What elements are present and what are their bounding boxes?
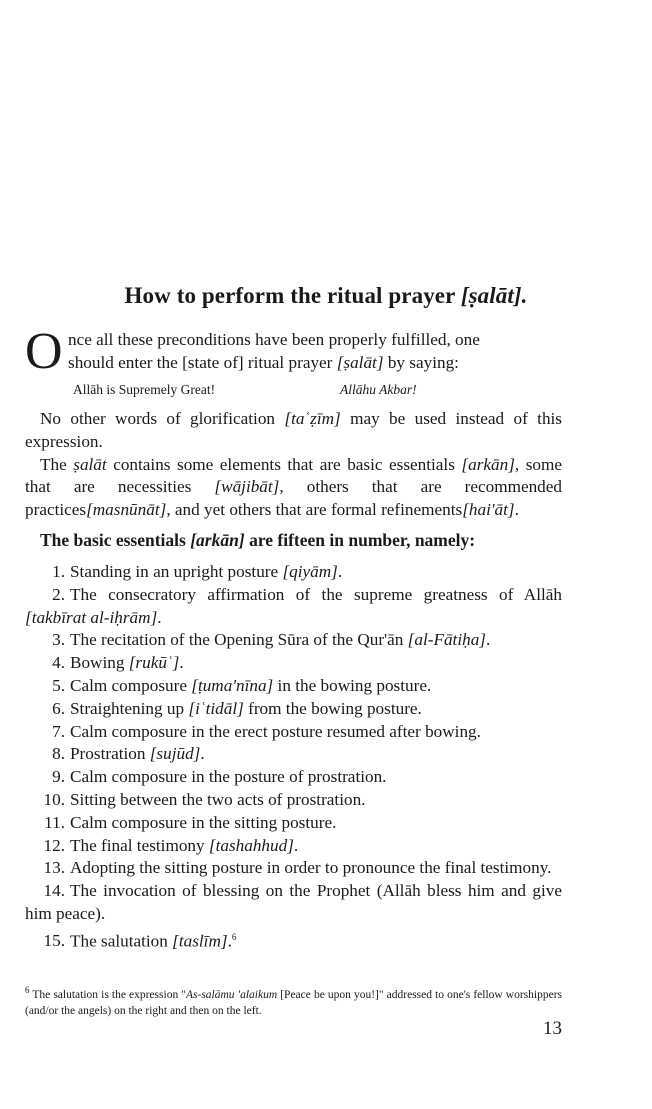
list-item-text: Standing in an upright posture — [70, 562, 283, 581]
list-item-text: The consecratory affirmation of the supreme greatness of Allāh — [70, 584, 562, 604]
paragraph-2-term-5: [hai'āt] — [462, 500, 515, 520]
heading-text: How to perform the ritual prayer — [124, 283, 461, 308]
list-item-term: [qiyām] — [282, 562, 338, 581]
paragraph-2-text-c: , some that are necessities — [25, 454, 563, 497]
list-item — [25, 812, 562, 835]
list-item-number: 5. — [52, 675, 65, 695]
list-item-end: . — [337, 562, 343, 581]
footnote — [25, 982, 562, 1019]
subheading-term: [arkān] — [190, 530, 245, 550]
section-heading — [0, 283, 652, 309]
intro-paragraph — [68, 329, 562, 375]
list-item-text: Calm composure — [70, 675, 192, 695]
formula-english: Allāh is Supremely Great! — [73, 382, 216, 397]
list-item-term: [sujūd] — [149, 744, 201, 764]
list-item — [25, 675, 562, 698]
paragraph-2-text-f: . — [514, 500, 519, 520]
list-item-end: from the bowing posture. — [243, 698, 422, 718]
list-item-text: Calm composure in the sitting posture. — [70, 812, 337, 832]
footnote-text: The salutation is the expression " — [29, 988, 186, 1001]
footnote-mark: 6 — [25, 985, 30, 995]
list-item-text: The recitation of the Opening Sūra of the Qur'ān — [70, 630, 408, 650]
list-item-text: The final testimony — [70, 835, 209, 855]
list-item — [25, 926, 562, 954]
list-item — [25, 561, 562, 584]
paragraph-2 — [25, 454, 562, 522]
paragraph-2-term-1: ṣalāt — [73, 454, 107, 474]
list-item-number: 15. — [43, 931, 65, 951]
paragraph-2-term-3: [wājibāt] — [214, 477, 280, 497]
paragraph-1 — [25, 408, 562, 454]
heading-italic-term: [ṣalāt]. — [460, 283, 528, 308]
list-item-end: in the bowing posture. — [273, 675, 432, 695]
list-item — [25, 880, 562, 926]
list-item-number: 2. — [52, 584, 65, 604]
list-item-term: [taslīm] — [172, 931, 228, 951]
list-item-text: Adopting the sitting posture in order to pronounce the final testimony. — [70, 858, 552, 878]
paragraph-1-end: may be used instead of this expression. — [25, 409, 563, 451]
list-item — [25, 857, 562, 880]
list-item-end: . — [227, 931, 232, 951]
list-item-text: The salutation — [70, 931, 173, 951]
list-item-term: [iʿtidāl] — [188, 698, 244, 718]
list-item — [25, 652, 562, 675]
paragraph-2-text-d: , others that are recommended practices — [25, 477, 562, 520]
intro-line-2-term: [ṣalāt] — [336, 352, 384, 372]
list-item-number: 8. — [52, 744, 65, 764]
list-item-number: 14. — [43, 881, 65, 901]
list-item-end: . — [293, 835, 299, 855]
list-item-term: [tashahhud] — [208, 835, 294, 855]
intro-line-2-end: by saying: — [383, 352, 459, 372]
list-item-number: 3. — [52, 630, 65, 650]
list-item-text: Prostration — [70, 744, 150, 764]
paragraph-1-text: No other words of glorification — [40, 409, 285, 428]
list-item-end: . — [157, 607, 162, 627]
list-item-text: Straightening up — [70, 698, 189, 718]
list-item-term: [ṭuma'nīna] — [191, 675, 274, 695]
formula-arabic: Allāhu Akbar! — [340, 382, 417, 397]
footnote-term: As-salāmu 'alaikum — [185, 988, 278, 1001]
list-item — [25, 766, 562, 789]
list-item-number: 9. — [52, 767, 65, 787]
intro-line-2-text: should enter the [state of] ritual prayer — [68, 352, 337, 372]
paragraph-2-text-a: The — [40, 454, 74, 474]
list-item-term: [al-Fātiḥa] — [407, 630, 486, 650]
list-item — [25, 789, 562, 812]
list-item-number: 11. — [44, 812, 65, 832]
list-item-term: [rukūʿ] — [128, 653, 180, 673]
list-item-number: 13. — [43, 858, 65, 878]
list-item-number: 1. — [52, 562, 65, 581]
list-item — [25, 835, 562, 858]
list-item-end: . — [200, 744, 205, 764]
list-item-number: 12. — [43, 835, 65, 855]
paragraph-2-text-b: contains some elements that are basic essentials — [106, 454, 462, 474]
list-item-number: 4. — [52, 653, 65, 673]
drop-cap: O — [25, 323, 63, 380]
list-item-end: . — [485, 630, 491, 650]
essentials-list — [25, 561, 562, 953]
list-item-number: 6. — [52, 698, 65, 718]
list-item — [25, 584, 562, 630]
intro-line-2 — [68, 352, 562, 375]
intro-line-1: nce all these preconditions have been properly fulfilled, one — [68, 330, 480, 349]
paragraph-2-term-4: [masnūnāt] — [86, 500, 167, 520]
list-item-text: Sitting between the two acts of prostration. — [70, 789, 366, 809]
list-item-text: The invocation of blessing on the Prophet (Allāh bless him and give him peace). — [25, 881, 562, 923]
list-item-term: [takbīrat al-iḥrām] — [25, 607, 158, 627]
list-item-text: Calm composure in the erect posture resumed after bowing. — [70, 721, 481, 741]
list-item-text: Calm composure in the posture of prostration. — [70, 767, 387, 787]
subheading-end: are fifteen in number, namely: — [244, 530, 476, 550]
list-subheading — [40, 530, 475, 551]
subheading-text: The basic essentials — [40, 530, 191, 550]
list-item-number: 10. — [43, 789, 65, 809]
list-item — [25, 698, 562, 721]
paragraph-1-term: [taʿẓīm] — [284, 409, 341, 428]
paragraph-2-text-e: , and yet others that are formal refinements — [166, 500, 463, 520]
list-item — [25, 721, 562, 744]
page-number: 13 — [543, 1018, 562, 1039]
list-item-text: Bowing — [70, 653, 129, 673]
footnote-end: [Peace be upon you!]" addressed to one's fellow worshippers (and/or the angels) on the right and then on the left. — [25, 988, 563, 1017]
body-paragraphs — [25, 408, 562, 522]
list-item — [25, 629, 562, 652]
paragraph-2-term-2: [arkān] — [461, 454, 515, 474]
list-item — [25, 743, 562, 766]
footnote-reference: 6 — [231, 931, 237, 942]
list-item-end: . — [179, 653, 184, 673]
list-item-number: 7. — [52, 721, 65, 741]
